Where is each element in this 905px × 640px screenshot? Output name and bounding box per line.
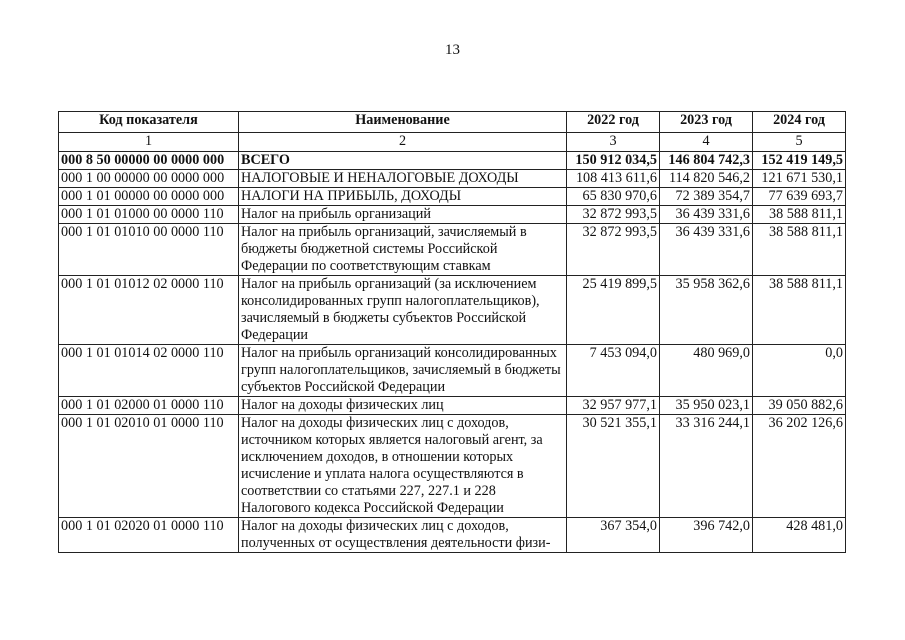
name-cell: Налог на прибыль организаций (за исключением консолидированных групп налогоплательщиков), зачисляемый в бюджеты субъектов Российской Федерации [239, 276, 567, 345]
value-2023-cell: 35 958 362,6 [660, 276, 753, 345]
column-number-row [59, 133, 846, 152]
column-number: 3 [567, 133, 660, 152]
value-2024-cell: 77 639 693,7 [753, 188, 846, 206]
value-2022-cell: 7 453 094,0 [567, 345, 660, 397]
value-2023-cell: 146 804 742,3 [660, 152, 753, 170]
name-cell: Налог на прибыль организаций консолидированных групп налогоплательщиков, зачисляемый в бюджеты субъектов Российской Федерации [239, 345, 567, 397]
table-row [59, 188, 846, 206]
value-2024-cell: 38 588 811,1 [753, 224, 846, 276]
value-2022-cell: 32 872 993,5 [567, 224, 660, 276]
code-cell: 000 1 01 01000 00 0000 110 [59, 206, 239, 224]
value-2024-cell: 38 588 811,1 [753, 206, 846, 224]
table-header-row [59, 112, 846, 133]
table-row [59, 170, 846, 188]
header-code: Код показателя [59, 112, 239, 133]
value-2023-cell: 33 316 244,1 [660, 415, 753, 518]
value-2024-cell: 38 588 811,1 [753, 276, 846, 345]
table-row [59, 345, 846, 397]
table-row [59, 206, 846, 224]
table-body [59, 152, 846, 553]
table-row [59, 152, 846, 170]
name-cell: Налог на прибыль организаций [239, 206, 567, 224]
header-name: Наименование [239, 112, 567, 133]
value-2023-cell: 36 439 331,6 [660, 224, 753, 276]
value-2023-cell: 72 389 354,7 [660, 188, 753, 206]
value-2023-cell: 35 950 023,1 [660, 397, 753, 415]
value-2024-cell: 36 202 126,6 [753, 415, 846, 518]
header-2024: 2024 год [753, 112, 846, 133]
code-cell: 000 8 50 00000 00 0000 000 [59, 152, 239, 170]
code-cell: 000 1 01 02000 01 0000 110 [59, 397, 239, 415]
name-cell: НАЛОГОВЫЕ И НЕНАЛОГОВЫЕ ДОХОДЫ [239, 170, 567, 188]
table-row [59, 397, 846, 415]
value-2023-cell: 36 439 331,6 [660, 206, 753, 224]
name-cell: Налог на доходы физических лиц [239, 397, 567, 415]
code-cell: 000 1 01 00000 00 0000 000 [59, 188, 239, 206]
table-row [59, 224, 846, 276]
column-number: 5 [753, 133, 846, 152]
revenue-table [58, 111, 846, 553]
page-number: 13 [445, 42, 460, 58]
value-2022-cell: 108 413 611,6 [567, 170, 660, 188]
code-cell: 000 1 01 02010 01 0000 110 [59, 415, 239, 518]
name-cell: Налог на прибыль организаций, зачисляемый в бюджеты бюджетной системы Российской Федерации по соответствующим ставкам [239, 224, 567, 276]
value-2024-cell: 39 050 882,6 [753, 397, 846, 415]
table-row [59, 518, 846, 553]
name-cell: Налог на доходы физических лиц с доходов, полученных от осуществления деятельности физи- [239, 518, 567, 553]
column-number: 1 [59, 133, 239, 152]
name-cell: ВСЕГО [239, 152, 567, 170]
value-2024-cell: 152 419 149,5 [753, 152, 846, 170]
value-2022-cell: 32 957 977,1 [567, 397, 660, 415]
name-cell: НАЛОГИ НА ПРИБЫЛЬ, ДОХОДЫ [239, 188, 567, 206]
value-2022-cell: 30 521 355,1 [567, 415, 660, 518]
value-2024-cell: 0,0 [753, 345, 846, 397]
value-2022-cell: 367 354,0 [567, 518, 660, 553]
value-2022-cell: 150 912 034,5 [567, 152, 660, 170]
code-cell: 000 1 01 02020 01 0000 110 [59, 518, 239, 553]
code-cell: 000 1 01 01012 02 0000 110 [59, 276, 239, 345]
value-2023-cell: 114 820 546,2 [660, 170, 753, 188]
code-cell: 000 1 01 01010 00 0000 110 [59, 224, 239, 276]
value-2022-cell: 65 830 970,6 [567, 188, 660, 206]
name-cell: Налог на доходы физических лиц с доходов, источником которых является налоговый агент, за исключением доходов, в отношении которых исчисление и уплата налога осуществляются в соответствии со статьями 227, 227.1 и 228 Налогового кодекса Российской Федерации [239, 415, 567, 518]
header-2023: 2023 год [660, 112, 753, 133]
code-cell: 000 1 00 00000 00 0000 000 [59, 170, 239, 188]
value-2023-cell: 480 969,0 [660, 345, 753, 397]
table-row [59, 415, 846, 518]
value-2022-cell: 32 872 993,5 [567, 206, 660, 224]
value-2024-cell: 121 671 530,1 [753, 170, 846, 188]
table-row [59, 276, 846, 345]
column-number: 2 [239, 133, 567, 152]
value-2024-cell: 428 481,0 [753, 518, 846, 553]
column-number: 4 [660, 133, 753, 152]
header-2022: 2022 год [567, 112, 660, 133]
value-2023-cell: 396 742,0 [660, 518, 753, 553]
value-2022-cell: 25 419 899,5 [567, 276, 660, 345]
code-cell: 000 1 01 01014 02 0000 110 [59, 345, 239, 397]
